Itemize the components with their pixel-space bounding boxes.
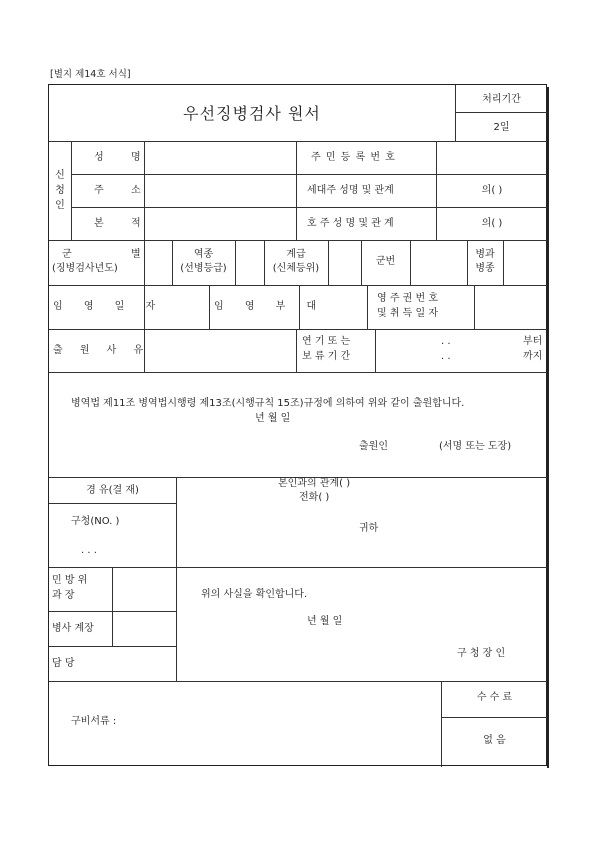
address-label-2: 소 (131, 185, 141, 196)
rank-sub-label: (신체등위) (272, 263, 320, 274)
line (209, 285, 210, 329)
branch-label-1: 군 (62, 249, 72, 260)
defer-label-2: 보 류 기 간 (302, 351, 351, 362)
line (49, 329, 548, 330)
resident-number-label: 주 민 등 록 번 호 (311, 152, 396, 163)
line (49, 503, 176, 504)
service-label: 역종 (193, 249, 214, 260)
required-docs-label: 구비서류 : (71, 716, 117, 727)
sign-instruction: (서명 또는 도장) (439, 441, 512, 452)
service-sub-label: (선병등급) (180, 263, 227, 274)
line (49, 567, 548, 568)
addressee-label: 귀하 (359, 523, 379, 534)
line (71, 141, 72, 240)
line (503, 240, 504, 285)
application-form (48, 84, 547, 766)
statement-date: 년 월 일 (255, 413, 291, 424)
line (49, 646, 176, 647)
line (375, 329, 376, 372)
line (328, 240, 329, 285)
applicant-side-label-1: 신 (55, 170, 65, 181)
statement-text: 병역법 제11조 병역법시행령 제13조(시행규칙 15조)규정에 의하여 위와 같이 출원합니다. (71, 398, 465, 409)
household-relation-suffix: 의( ) (481, 185, 503, 196)
confirm-text: 위의 사실을 확인합니다. (201, 589, 308, 600)
line (71, 207, 548, 208)
defer-from-label: 부터 (523, 336, 543, 347)
civil-defense-label-2: 과 장 (52, 590, 75, 601)
line (296, 141, 297, 240)
name-label-2: 명 (131, 152, 141, 163)
line (441, 717, 548, 718)
confirm-date: 년 월 일 (307, 616, 343, 627)
applicant-side-label-2: 청 (55, 185, 65, 196)
defer-to-label: 까지 (523, 351, 543, 362)
defer-from-dots: . . (441, 336, 451, 347)
ward-office-dots: . . . (81, 545, 97, 556)
form-title: 우선징병검사 원서 (183, 104, 321, 123)
household-head-label: 세대주 성명 및 관계 (307, 185, 394, 196)
phone-line: 전화( ) (299, 492, 330, 503)
line (71, 174, 548, 175)
origin-label-2: 적 (131, 218, 141, 229)
enlist-unit-label: 임 영 부 대 (214, 301, 326, 312)
enlist-date-label: 임 영 일 자 (53, 301, 165, 312)
fee-value: 없 음 (483, 735, 506, 746)
line (176, 477, 177, 681)
line (296, 329, 297, 372)
address-label-1: 주 (94, 185, 104, 196)
line (49, 681, 548, 682)
line (235, 240, 236, 285)
line (474, 285, 475, 329)
fee-label: 수 수 료 (476, 692, 513, 703)
name-label-1: 성 (94, 152, 104, 163)
line (367, 285, 368, 329)
line (410, 240, 411, 285)
via-label: 경 유(결 재) (86, 485, 139, 496)
line (49, 240, 548, 241)
line (144, 141, 145, 240)
form-caption: [별지 제14호 서식] (50, 69, 131, 80)
relation-line: 본인과의 관계( ) (278, 478, 351, 489)
applicant-sign-label: 출원인 (359, 441, 388, 452)
family-head-label: 호 주 성 명 및 관 계 (307, 218, 394, 229)
processing-period-value: 2일 (493, 122, 510, 133)
line (455, 112, 548, 113)
specialty-label-2: 병종 (475, 263, 495, 274)
family-relation-suffix: 의( ) (481, 218, 503, 229)
rank-label: 계급 (286, 249, 306, 260)
branch-label-2: 별 (131, 249, 141, 260)
line (112, 567, 113, 646)
applicant-side-label-3: 인 (55, 200, 65, 211)
line (144, 240, 145, 285)
ward-chief-signer: 구 청 장 인 (457, 648, 506, 659)
branch-sub-label: (징병검사년도) (52, 263, 118, 274)
defer-label-1: 연 기 또 는 (302, 336, 351, 347)
processing-period-label: 처리기간 (482, 94, 521, 105)
staff-label: 담 당 (52, 658, 75, 669)
ward-office-number: 구청(NO. ) (71, 516, 120, 527)
reason-label: 출 원 사 유 (53, 345, 151, 356)
defer-to-dots: . . (441, 351, 451, 362)
line (49, 141, 548, 142)
serial-label: 군번 (375, 256, 396, 267)
permit-label-2: 및 취 득 일 자 (377, 308, 439, 319)
section-chief-label: 병사 계장 (52, 623, 94, 634)
civil-defense-label-1: 민 방 위 (52, 575, 88, 586)
origin-label-1: 본 (94, 218, 104, 229)
line (49, 372, 548, 373)
specialty-label-1: 병과 (475, 249, 495, 260)
permit-label-1: 영 주 권 번 호 (377, 293, 439, 304)
